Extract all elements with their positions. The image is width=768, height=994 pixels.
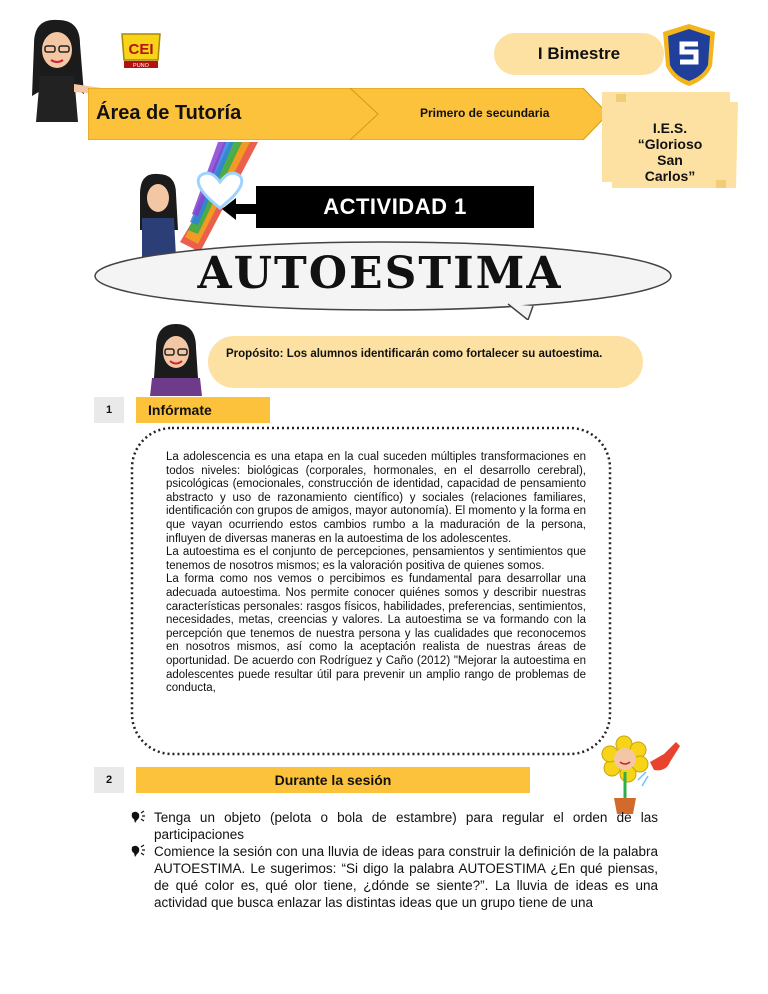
- section-number: 2: [94, 767, 124, 793]
- section-title-text: Durante la sesión: [274, 772, 392, 788]
- session-bullets: [130, 809, 658, 911]
- bimestre-badge: [494, 33, 664, 75]
- bullet-text: Comience la sesión con una lluvia de ideas para construir la definición de la palabra AUTOESTIMA. Le sugerimos: “Si digo la palabra AUTOESTIMA ¿En qué piensas, de qué color es, qué olor tiene, ¿dónde se siente?”. La lluvia de ideas es una actividad que busca enlazar las distintas ideas que un grupo tiene de una: [154, 844, 658, 910]
- section-title: [136, 767, 530, 793]
- school-name-line: Carlos”: [644, 168, 696, 184]
- cei-logo-subtext: PUNO: [133, 63, 149, 69]
- info-paragraph: La autoestima es el conjunto de percepciones, pensamientos y sentimientos que tenemos de nosotros mismos; es la valoración positiva de quienes somos.: [166, 546, 586, 572]
- rainbow-heart-illustration: [180, 142, 260, 252]
- topic-title: AUTOESTIMA: [197, 248, 563, 299]
- section-number: 1: [94, 397, 124, 423]
- speaker-bullet-icon: [130, 844, 146, 858]
- list-item: [130, 843, 658, 911]
- section-title: [136, 397, 270, 423]
- area-title: Área de Tutoría: [96, 102, 242, 124]
- info-paragraph: La forma como nos vemos o percibimos es fundamental para desarrollar una adecuada autoestima. Nos permite conocer quiénes somos y describir nuestras características personales: rasgos físicos, habilidades, preferencias, sentimientos, necesidades, metas, creencias y valores. La autoestima se va formando con la percepción que tenemos de nuestra persona y las cualidades que reconocemos en nosotros mismos, así como la aceptación realista de nuestras áreas de oportunidad. De acuerdo con Rodríguez y Caño (2012) "Mejorar la autoestima en adolescentes puede resultar útil para prevenir un amplio rango de problemas de conducta,: [166, 573, 586, 695]
- speaker-bullet-icon: [130, 810, 146, 824]
- purpose-box: [208, 336, 643, 388]
- cei-logo-text: CEI: [128, 41, 154, 58]
- info-paragraph: La adolescencia es una etapa en la cual suceden múltiples transformaciones en todos niveles: biológicas (corporales, hormonales, en el desarrollo cerebral), psicológicas (emocionales, construcción de identidad, capacidad de pensamiento abstracto y uso de razonamiento científico) y sociales (relaciones familiares, identificación con grupos de amigos, mayor autonomía). El momento y la forma en que vayan ocurriendo estos cambios rumbo a la maduración de la persona, influyen de diversas maneras en la autoestima de los adolescentes.: [166, 451, 586, 545]
- school-name: [610, 120, 730, 184]
- list-item: [130, 809, 658, 843]
- bimestre-label: I Bimestre: [537, 44, 621, 63]
- school-name-line: “Glorioso: [637, 136, 703, 152]
- school-shield-logo: [660, 22, 718, 88]
- cei-puno-logo: [118, 30, 164, 70]
- purpose-text: Propósito: Los alumnos identificarán como fortalecer su autoestima.: [226, 348, 603, 360]
- flower-watering-can-illustration: [594, 732, 682, 816]
- section-title-text: Infórmate: [148, 402, 212, 418]
- bullet-text: Tenga un objeto (pelota o bola de estambre) para regular el orden de las participaciones: [154, 810, 658, 842]
- school-name-line: I.E.S.: [652, 120, 688, 136]
- grade-label: Primero de secundaria: [420, 106, 550, 120]
- school-name-line: San: [657, 152, 683, 168]
- activity-title: ACTIVIDAD 1: [323, 194, 467, 219]
- info-text: [166, 451, 586, 736]
- avatar-teacher-illustration: [146, 322, 206, 396]
- activity-title-bar: [256, 186, 534, 228]
